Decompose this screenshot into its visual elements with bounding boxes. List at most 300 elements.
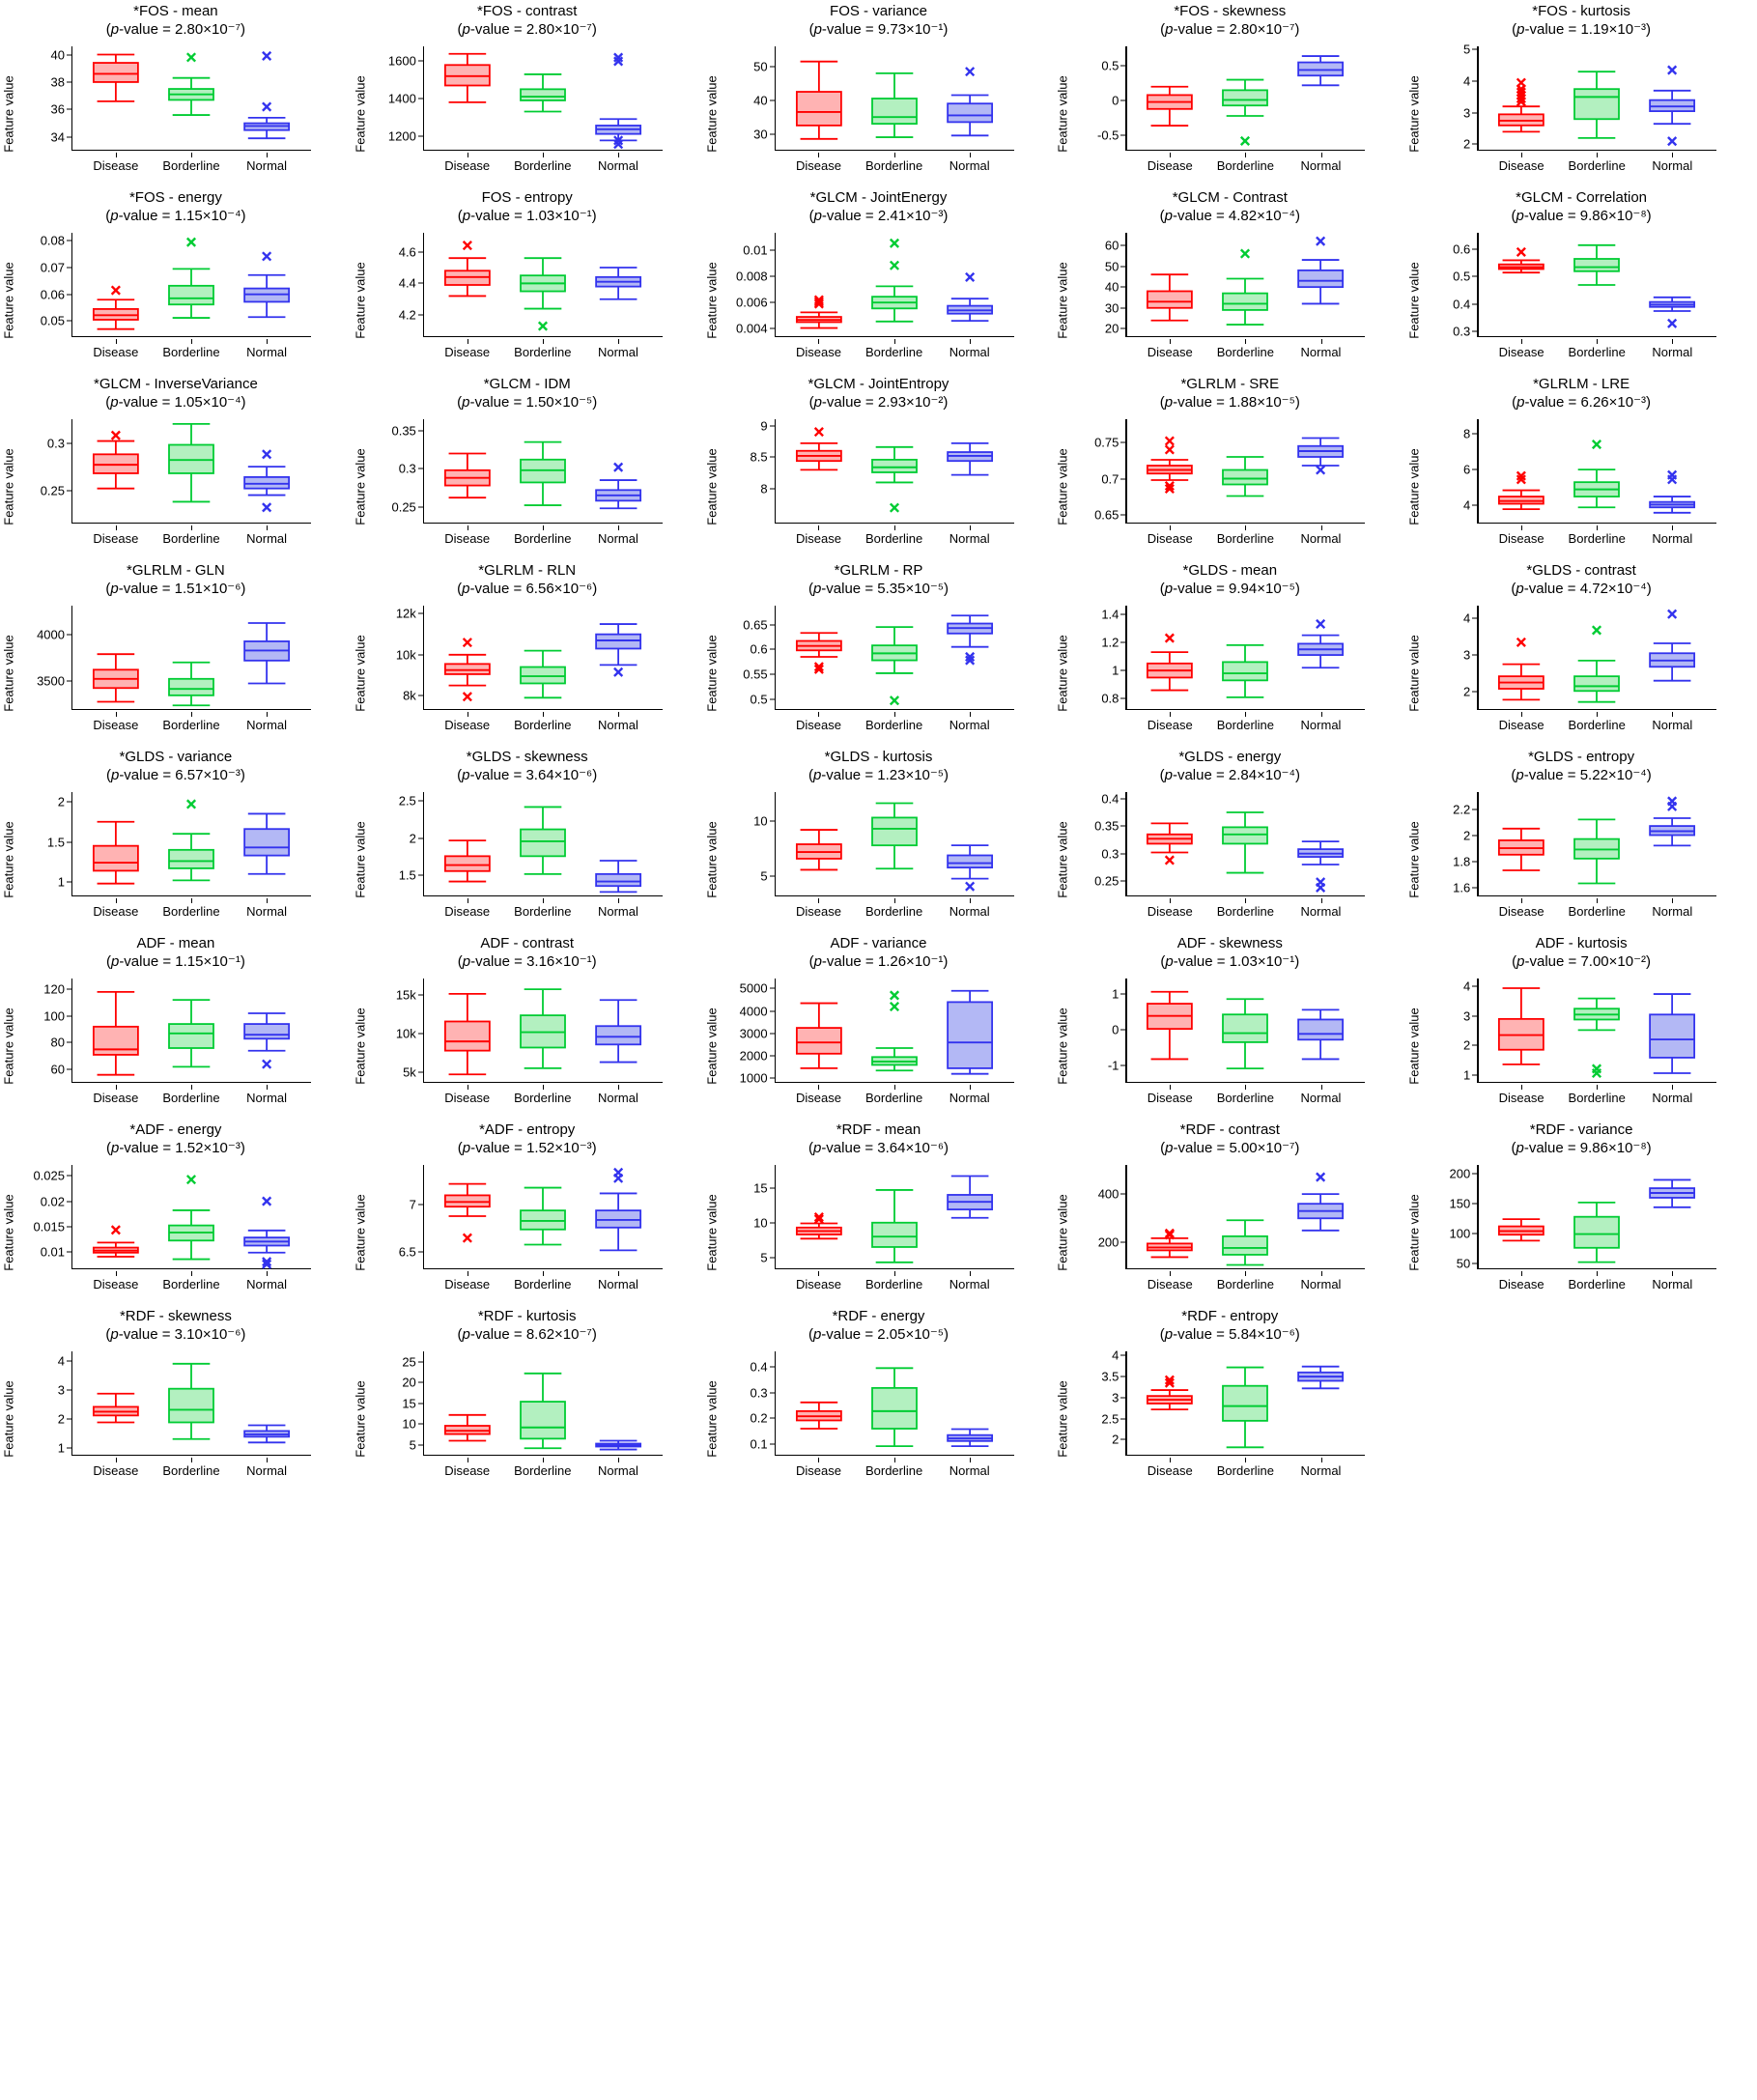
y-tick-label: 3500 [37,673,65,689]
boxplot-series [1477,792,1716,896]
x-tick-label: Normal [246,1277,288,1291]
y-axis-label: Feature value [1,262,16,339]
x-tick-mark [1672,339,1673,344]
x-tick-label: Normal [246,718,288,732]
x-tick-label: Disease [795,718,841,732]
box-normal [1650,66,1694,145]
x-tick-label: Borderline [1216,158,1275,173]
plot-area [0,975,352,1118]
axes [1096,46,1365,151]
plot-area [1405,602,1757,745]
panel-title: *GLDS - contrast [1526,562,1636,579]
boxplot-series [1125,606,1365,710]
pvalue-number: 3.64×10⁻⁶ [525,767,593,783]
x-tick-label: Borderline [162,904,220,919]
y-axis-label: Feature value [1406,1194,1422,1271]
x-tick-mark [543,1458,544,1462]
panel-title: *FOS - skewness [1174,3,1287,19]
y-axis-label: Feature value [1,635,16,712]
x-tick-mark [1597,339,1598,344]
box-borderline [1223,1220,1267,1264]
y-tick-label: 0.008 [736,269,768,284]
x-tick-label: Disease [795,345,841,359]
plot-area [703,1161,1055,1304]
box-normal [244,623,289,684]
box-disease [1148,87,1192,126]
plot-area [1054,1348,1405,1490]
y-tick-label: 0.5 [750,692,768,707]
x-tick-label: Borderline [514,904,572,919]
y-axis-label: Feature value [1406,75,1422,153]
panel-pvalue: (p-value = 1.51×10⁻⁶) [105,581,246,597]
boxplot-panel [703,1305,1055,1491]
boxplot-panel [352,746,703,932]
panel-pvalue: (p-value = 2.80×10⁻⁷) [457,21,597,38]
boxplot-panel [703,0,1055,186]
x-tick-label: Borderline [514,1463,572,1478]
y-tick-label: 0.65 [743,617,768,633]
y-tick-label: 10k [395,1026,416,1041]
x-tick-label: Normal [949,158,990,173]
boxplot-series [71,606,311,710]
box-disease [1148,437,1192,493]
axes [1094,419,1365,524]
x-tick-label: Disease [1498,158,1544,173]
x-tick-label: Borderline [1568,904,1626,919]
box-disease [94,654,138,701]
boxplot-series [71,792,311,896]
x-axis-labels [423,525,663,545]
x-tick-label: Disease [795,158,841,173]
x-axis-labels [1477,898,1716,918]
boxplot-panel [0,0,352,186]
x-tick-mark [116,1271,117,1276]
panel-pvalue: (p-value = 6.56×10⁻⁶) [457,581,598,597]
axes [753,792,1014,896]
x-tick-label: Borderline [162,1091,220,1105]
boxplot-panel [703,932,1055,1119]
x-tick-mark [1170,1271,1171,1276]
y-tick-label: 200 [1097,1234,1119,1250]
box-disease [445,1184,490,1242]
plot-area [352,1348,703,1490]
x-axis-labels [423,1271,663,1291]
y-tick-label: 0.3 [1453,324,1471,339]
pvalue-number: 5.00×10⁻⁷ [1229,1140,1295,1156]
x-tick-label: Borderline [162,158,220,173]
y-tick-label: 0.004 [736,321,768,336]
x-axis-labels [775,339,1014,358]
y-tick-label: 4 [1112,1348,1119,1363]
boxplot-series [1477,233,1716,337]
pvalue-number: 1.52×10⁻³ [526,1140,592,1156]
x-tick-mark [818,1085,819,1090]
boxplot-series [1125,792,1365,896]
box-disease [1148,274,1192,321]
y-tick-label: 80 [50,1035,65,1050]
y-tick-label: 10 [753,813,768,829]
box-borderline [521,442,565,505]
x-tick-mark [543,898,544,903]
x-tick-label: Normal [1300,158,1342,173]
axes [40,233,311,337]
box-disease [1499,248,1544,273]
y-axis-label: Feature value [1055,262,1070,339]
boxplot-panel [0,186,352,373]
panel-pvalue: (p-value = 1.26×10⁻¹) [808,953,949,970]
boxplot-panel [0,1305,352,1491]
y-tick-label: 0.05 [40,313,65,328]
box-normal [948,615,992,664]
x-axis-labels [423,1085,663,1104]
y-tick-label: -0.5 [1096,128,1119,143]
boxplot-panel [1054,1119,1405,1305]
x-tick-mark [543,339,544,344]
y-tick-label: 2 [1112,1432,1119,1447]
boxplot-panel [1405,1119,1757,1305]
boxplot-panel [0,1119,352,1305]
pvalue-number: 5.22×10⁻⁴ [1579,767,1647,783]
y-tick-label: 38 [50,74,65,90]
y-axis-label: Feature value [1055,75,1070,153]
box-borderline [1223,457,1267,497]
y-tick-label: 0.07 [40,260,65,275]
y-axis-label: Feature value [1406,448,1422,525]
x-tick-mark [1170,525,1171,530]
x-tick-mark [1321,153,1322,157]
x-axis-labels [1125,712,1365,731]
boxplot-series [775,979,1014,1083]
box-borderline [521,651,565,698]
plot-area [703,43,1055,185]
x-tick-label: Normal [597,345,638,359]
x-tick-label: Borderline [162,718,220,732]
x-tick-mark [1672,525,1673,530]
x-tick-mark [116,1085,117,1090]
y-tick-label: 0.55 [743,667,768,682]
x-axis-labels [775,712,1014,731]
boxplot-series [1477,1165,1716,1269]
panel-title: FOS - variance [830,3,927,19]
box-borderline [1223,249,1267,325]
y-tick-label: 0.3 [1101,846,1119,862]
y-axis-label: Feature value [704,75,720,153]
x-tick-label: Normal [246,531,288,546]
pvalue-number: 4.72×10⁻⁴ [1579,581,1647,597]
x-tick-mark [894,898,895,903]
x-tick-label: Borderline [162,1463,220,1478]
plot-area [1405,43,1757,185]
pvalue-number: 1.23×10⁻⁵ [877,767,945,783]
y-tick-label: 1400 [387,91,416,106]
x-tick-mark [1521,1271,1522,1276]
panel-title: ADF - contrast [480,935,575,951]
boxplot-panel [1054,186,1405,373]
boxplot-series [775,606,1014,710]
axes [387,46,663,151]
plot-area [352,43,703,185]
y-tick-label: 4000 [739,1004,768,1019]
panel-title: *FOS - kurtosis [1532,3,1630,19]
y-tick-label: 40 [753,93,768,108]
y-tick-label: 3 [1462,647,1471,663]
x-tick-mark [267,898,268,903]
panel-title: *GLRLM - LRE [1533,376,1630,392]
y-axis-label: Feature value [1406,821,1422,898]
panel-title: *RDF - skewness [119,1308,232,1324]
x-tick-mark [1521,339,1522,344]
x-tick-mark [116,1458,117,1462]
y-axis-label: Feature value [1,1007,16,1085]
box-borderline [1574,1203,1619,1263]
plot-area [1405,1161,1757,1304]
x-tick-label: Disease [444,531,491,546]
panel-title: *FOS - energy [128,189,222,206]
axes [1101,1348,1365,1456]
x-tick-label: Normal [597,718,638,732]
panel-pvalue: (p-value = 5.84×10⁻⁶) [1159,1326,1300,1343]
axes [43,979,311,1083]
panel-pvalue: (p-value = 8.62×10⁻⁷) [457,1326,597,1343]
boxplot-series [1477,46,1716,151]
box-disease [94,1394,138,1423]
x-tick-label: Normal [1652,531,1693,546]
y-tick-label: 1200 [387,128,416,144]
box-disease [1148,1376,1192,1409]
box-disease [1499,78,1544,131]
y-tick-label: 0.06 [40,287,65,302]
y-axis-label: Feature value [353,821,368,898]
x-axis-labels [71,898,311,918]
plot-area [1405,229,1757,372]
box-disease [796,62,840,139]
plot-area [703,975,1055,1118]
x-tick-mark [1521,153,1522,157]
x-axis-labels [1125,1271,1365,1291]
plot-area [1405,788,1757,931]
y-axis-label: Feature value [1055,1380,1070,1458]
box-disease [1499,471,1544,509]
panel-pvalue: (p-value = 1.19×10⁻³) [1512,21,1652,38]
box-borderline [1574,999,1619,1078]
boxplot-series [775,46,1014,151]
box-borderline [1223,999,1267,1068]
x-tick-mark [970,153,971,157]
boxplot-series [423,233,663,337]
y-tick-label: 0.3 [46,436,65,451]
panel-pvalue: (p-value = 6.26×10⁻³) [1512,394,1652,411]
x-tick-mark [543,1085,544,1090]
x-tick-mark [1245,1271,1246,1276]
box-borderline [1223,645,1267,697]
pvalue-number: 4.82×10⁻⁴ [1228,208,1295,224]
plot-area [0,1161,352,1304]
x-axis-labels [71,1085,311,1104]
boxplot-panel [1405,746,1757,932]
x-tick-mark [267,1458,268,1462]
box-normal [244,1013,289,1068]
panel-title: *RDF - kurtosis [477,1308,577,1324]
pvalue-number: 6.26×10⁻³ [1580,394,1647,411]
pvalue-number: 3.16×10⁻¹ [526,953,592,970]
box-borderline [521,807,565,873]
x-axis-labels [71,525,311,545]
box-borderline [1574,245,1619,285]
pvalue-number: 6.57×10⁻³ [175,767,241,783]
pvalue-number: 1.50×10⁻⁵ [525,394,593,411]
box-borderline [872,627,917,704]
boxplot-panel [703,373,1055,559]
y-tick-label: 0.2 [750,1410,768,1426]
box-disease [445,241,490,297]
x-tick-mark [116,339,117,344]
panel-pvalue: (p-value = 1.52×10⁻³) [457,1140,597,1156]
boxplot-panel [1054,0,1405,186]
y-axis-label: Feature value [704,821,720,898]
y-tick-label: 0.01 [743,242,768,258]
boxplot-series [71,1165,311,1269]
x-tick-mark [1170,1458,1171,1462]
box-normal [948,68,992,135]
axes [1104,233,1365,337]
y-tick-label: 10 [402,1416,416,1432]
y-axis-label: Feature value [353,1007,368,1085]
y-tick-label: 10k [395,647,416,663]
pvalue-number: 1.26×10⁻¹ [877,953,944,970]
boxplot-series [775,1351,1014,1456]
panel-pvalue: (p-value = 1.15×10⁻⁴) [105,208,246,224]
axes [398,792,663,896]
y-axis-label: Feature value [1055,821,1070,898]
x-tick-mark [267,1271,268,1276]
boxplot-series [1477,979,1716,1083]
y-tick-label: 3.5 [1101,1369,1119,1384]
panel-pvalue: (p-value = 2.80×10⁻⁷) [1160,21,1300,38]
y-tick-label: 0 [1112,93,1119,108]
x-tick-label: Borderline [1568,345,1626,359]
pvalue-number: 1.15×10⁻⁴ [174,208,241,224]
boxplot-panel [352,186,703,373]
x-tick-label: Disease [444,345,491,359]
boxplot-panel [0,746,352,932]
x-tick-label: Normal [949,1463,990,1478]
axes [1449,1165,1716,1271]
box-disease [796,428,840,469]
x-tick-label: Normal [597,1277,638,1291]
box-borderline [521,1188,565,1245]
axes [1097,1165,1365,1269]
panel-pvalue: (p-value = 2.80×10⁻⁷) [105,21,246,38]
panel-title: *ADF - entropy [479,1121,576,1138]
x-tick-mark [191,1458,192,1462]
box-normal [596,1000,640,1062]
y-tick-label: 5 [760,1250,768,1265]
y-tick-label: 150 [1449,1196,1471,1211]
x-tick-mark [618,1085,619,1090]
x-tick-label: Disease [795,1463,841,1478]
x-tick-mark [1597,1085,1598,1090]
x-tick-mark [1672,1085,1673,1090]
y-axis-label: Feature value [353,448,368,525]
boxplot-series [1125,1165,1365,1269]
x-tick-label: Normal [1300,345,1342,359]
y-tick-label: 2 [1462,136,1471,152]
box-borderline [521,74,565,112]
x-tick-label: Disease [444,904,491,919]
y-tick-label: 1 [1462,1067,1471,1082]
y-tick-label: 0.1 [750,1436,768,1452]
axes [395,979,663,1083]
y-tick-label: 4000 [37,627,65,642]
box-normal [1299,237,1344,303]
boxplot-panel [1054,1305,1405,1491]
y-tick-label: 400 [1097,1186,1119,1202]
box-normal [1650,298,1694,327]
box-disease [94,1226,138,1257]
axes [1462,42,1716,152]
y-tick-label: 40 [50,47,65,63]
y-tick-label: -1 [1107,1058,1119,1073]
x-tick-label: Borderline [1216,904,1275,919]
box-normal [1650,1179,1694,1206]
boxplot-panel [352,1305,703,1491]
panel-pvalue: (p-value = 4.72×10⁻⁴) [1511,581,1652,597]
y-tick-label: 0.006 [736,295,768,310]
x-tick-label: Normal [949,345,990,359]
pvalue-number: 1.03×10⁻¹ [1229,953,1295,970]
box-normal [596,1169,640,1251]
boxplot-panel [1405,186,1757,373]
pvalue-number: 5.35×10⁻⁵ [877,581,945,597]
boxplot-series [71,419,311,524]
plot-area [703,415,1055,558]
panel-pvalue: (p-value = 9.86×10⁻⁸) [1511,208,1652,224]
axes [1462,979,1716,1083]
y-tick-label: 1 [1112,663,1119,678]
y-axis-label: Feature value [1,75,16,153]
pvalue-number: 2.05×10⁻⁵ [877,1326,945,1343]
box-disease [1499,988,1544,1064]
y-tick-label: 2 [1462,1037,1471,1053]
x-tick-label: Borderline [864,1277,923,1291]
box-normal [1299,1009,1344,1059]
pvalue-number: 1.15×10⁻¹ [175,953,241,970]
x-tick-mark [894,1458,895,1462]
pvalue-number: 9.86×10⁻⁸ [1579,1140,1647,1156]
box-normal [948,273,992,321]
axes [50,46,311,151]
plot-area [1054,975,1405,1118]
y-tick-label: 1 [57,874,65,890]
x-tick-mark [1597,1271,1598,1276]
y-tick-label: 3 [1112,1390,1119,1405]
panel-title: *RDF - energy [832,1308,925,1324]
x-tick-label: Normal [949,531,990,546]
x-tick-label: Borderline [514,158,572,173]
box-normal [1650,471,1694,513]
x-tick-mark [618,339,619,344]
panel-pvalue: (p-value = 1.03×10⁻¹) [1160,953,1300,970]
y-tick-label: 4.2 [398,307,416,323]
panel-pvalue: (p-value = 9.73×10⁻¹) [808,21,949,38]
box-borderline [1223,80,1267,146]
x-tick-mark [970,339,971,344]
x-tick-mark [894,339,895,344]
panel-pvalue: (p-value = 2.84×10⁻⁴) [1159,767,1300,783]
box-disease [1499,639,1544,700]
axes [1453,233,1716,339]
x-axis-labels [423,339,663,358]
